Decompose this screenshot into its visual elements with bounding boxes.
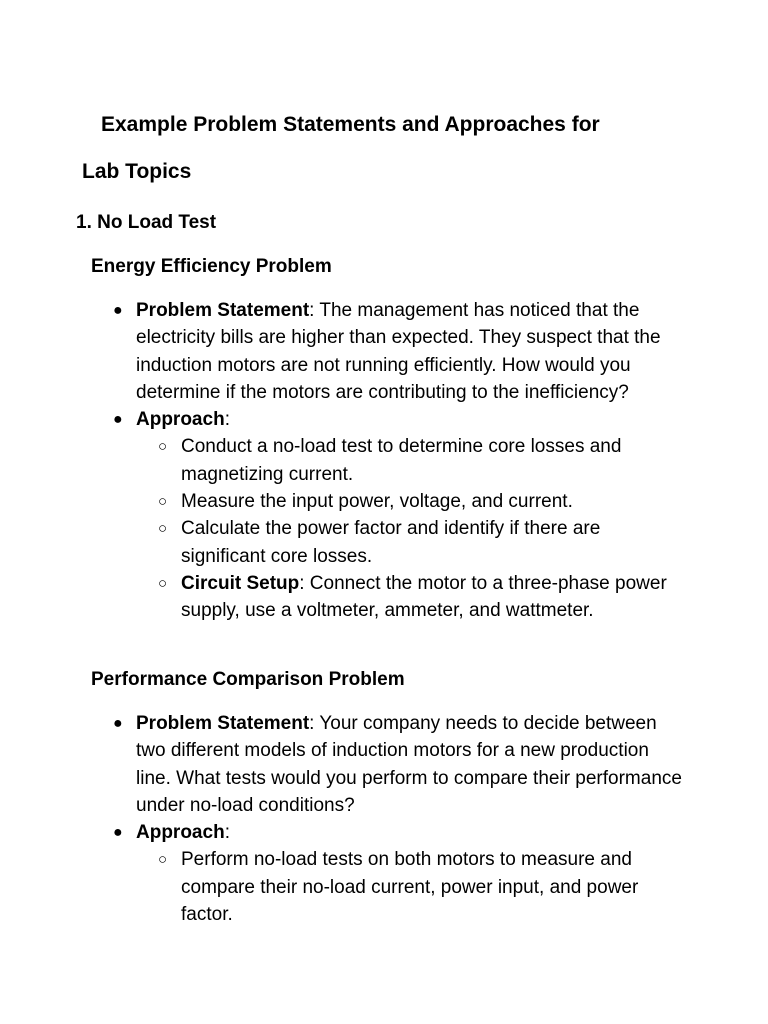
problem-statement-item: [0, 710, 684, 819]
sub-bullet-icon: ○: [158, 493, 168, 511]
bullet-icon: ●: [113, 302, 123, 319]
problem-statement-text: : Your company needs to decide between two different models of induction motors for a new production line. What tests would you perform to compare their performance under no-load conditions?: [136, 713, 682, 816]
problem-heading-performance-comparison: Performance Comparison Problem: [91, 669, 405, 690]
circuit-setup-text: : Connect the motor to a three-phase power supply, use a voltmeter, ammeter, and wattmeter.: [181, 572, 667, 622]
document-title-line-1: Example Problem Statements and Approaches for: [101, 113, 600, 136]
document-title-line-2: Lab Topics: [82, 160, 192, 183]
problem-statement-text: : The management has noticed that the electricity bills are higher than expected. They suspect that the induction motors are not running efficiently. How would you determine if the motors are contributing to the inefficiency?: [136, 300, 661, 403]
energy-efficiency-bullet-list: [0, 297, 768, 625]
problem-statement-item: [0, 297, 684, 406]
sub-bullet-icon: ○: [158, 851, 168, 869]
bullet-icon: ●: [113, 824, 123, 842]
approach-step: [136, 846, 684, 928]
bullet-icon: ●: [113, 411, 123, 429]
bullet-icon: ●: [113, 715, 123, 732]
approach-item: [0, 406, 684, 624]
approach-step-text: Conduct a no-load test to determine core losses and magnetizing current.: [181, 436, 622, 485]
approach-colon: :: [224, 409, 230, 431]
approach-colon: :: [224, 822, 230, 844]
problem-statement-label: Problem Statement: [136, 300, 310, 321]
approach-item: [0, 819, 684, 928]
sub-bullet-icon: ○: [158, 438, 168, 456]
problem-heading-energy-efficiency: Energy Efficiency Problem: [91, 256, 332, 277]
circuit-setup-label: Circuit Setup: [181, 572, 300, 594]
sub-bullet-icon: ○: [158, 574, 168, 592]
approach-step-text: Perform no-load tests on both motors to measure and compare their no-load current, power input, and power factor.: [181, 849, 639, 926]
approach-label: Approach: [136, 409, 225, 431]
section-heading-no-load-test: 1. No Load Test: [76, 212, 217, 233]
circuit-setup-step: [136, 570, 684, 625]
approach-step: [136, 488, 684, 515]
approach-label: Approach: [136, 822, 225, 844]
problem-statement-label: Problem Statement: [136, 713, 310, 734]
approach-step-text: Measure the input power, voltage, and current.: [181, 491, 573, 513]
approach-step: [136, 433, 684, 488]
performance-comparison-bullet-list: [0, 710, 768, 928]
approach-step: [136, 515, 684, 570]
sub-bullet-icon: ○: [158, 520, 168, 538]
approach-step-text: Calculate the power factor and identify if there are significant core losses.: [181, 518, 601, 567]
